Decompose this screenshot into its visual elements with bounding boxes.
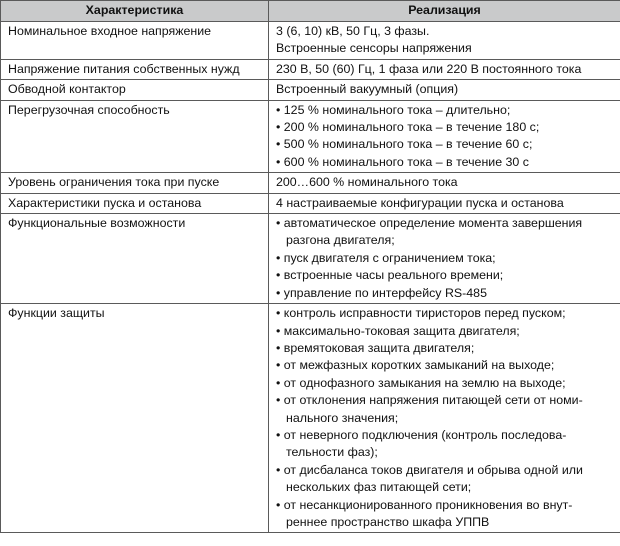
row-value [269, 214, 620, 304]
bullet-item: • контроль исправности тиристоров перед пуском; [276, 305, 614, 322]
row-name: Функции защиты [1, 304, 269, 533]
row-name: Напряжение питания собственных нужд [1, 59, 269, 79]
bullet-item: • от межфазных коротких замыканий на выходе; [276, 357, 614, 374]
value-line: 4 настраиваемые конфигурации пуска и останова [276, 195, 564, 210]
table-row [1, 304, 620, 533]
bullet-item [276, 215, 614, 250]
row-value [269, 173, 620, 193]
bullet-item: • 600 % номинального тока – в течение 30 с [276, 154, 614, 171]
row-name: Функциональные возможности [1, 214, 269, 304]
value-line: 3 (6, 10) кВ, 50 Гц, 3 фазы. [276, 24, 430, 38]
value-line: 200…600 % номинального тока [276, 175, 458, 190]
bullet-line: от несанкционированного проникновения во внут- [283, 497, 573, 512]
value-line: Встроенный вакуумный (опция) [276, 82, 459, 97]
header-characteristic: Характеристика [1, 1, 269, 22]
bullet-line: автоматическое определение момента завершения [283, 216, 583, 231]
bullet-item: • от однофазного замыкания на землю на выходе; [276, 375, 614, 392]
bullet-item [276, 392, 614, 427]
bullet-item: • управление по интерфейсу RS-485 [276, 285, 614, 302]
row-value [269, 193, 620, 213]
row-name: Номинальное входное напряжение [1, 22, 269, 60]
row-name: Характеристики пуска и останова [1, 193, 269, 213]
bullet-line: от неверного подключения (контроль последова- [283, 427, 567, 442]
row-name: Перегрузочная способность [1, 100, 269, 173]
value-line: Встроенные сенсоры напряжения [276, 41, 472, 56]
bullet-line-continued: реннее пространство шкафа УППВ [286, 514, 490, 529]
bullet-item: • 200 % номинального тока – в течение 180 с; [276, 119, 614, 136]
bullet-line: от отклонения напряжения питающей сети от номи- [283, 393, 583, 408]
table-row [1, 22, 620, 60]
bullet-item: • 125 % номинального тока – длительно; [276, 102, 614, 119]
table-row [1, 100, 620, 173]
bullet-item [276, 462, 614, 497]
bullet-item: • встроенные часы реального времени; [276, 267, 614, 284]
bullet-line-continued: нескольких фаз питающей сети; [286, 480, 472, 495]
table-row [1, 214, 620, 304]
bullet-item: • времятоковая защита двигателя; [276, 340, 614, 357]
bullet-item [276, 497, 614, 532]
row-value [269, 304, 620, 533]
bullet-line-continued: тельности фаз); [286, 445, 378, 460]
bullet-item [276, 427, 614, 462]
bullet-line: от дисбаланса токов двигателя и обрыва одной или [283, 462, 583, 477]
bullet-line-continued: разгона двигателя; [286, 233, 395, 248]
table-header-row [1, 1, 620, 22]
row-name: Уровень ограничения тока при пуске [1, 173, 269, 193]
row-value [269, 100, 620, 173]
row-name: Обводной контактор [1, 80, 269, 100]
table-row [1, 173, 620, 193]
bullet-item: • пуск двигателя с ограничением тока; [276, 250, 614, 267]
table-row [1, 193, 620, 213]
row-value [269, 59, 620, 79]
table-row [1, 80, 620, 100]
table-row [1, 59, 620, 79]
bullet-item: • максимально-токовая защита двигателя; [276, 323, 614, 340]
row-value [269, 80, 620, 100]
bullet-item: • 500 % номинального тока – в течение 60 с; [276, 136, 614, 153]
row-value [269, 22, 620, 60]
value-line: 230 В, 50 (60) Гц, 1 фаза или 220 В постоянного тока [276, 61, 582, 76]
header-implementation: Реализация [269, 1, 620, 22]
bullet-line-continued: нального значения; [286, 410, 399, 425]
